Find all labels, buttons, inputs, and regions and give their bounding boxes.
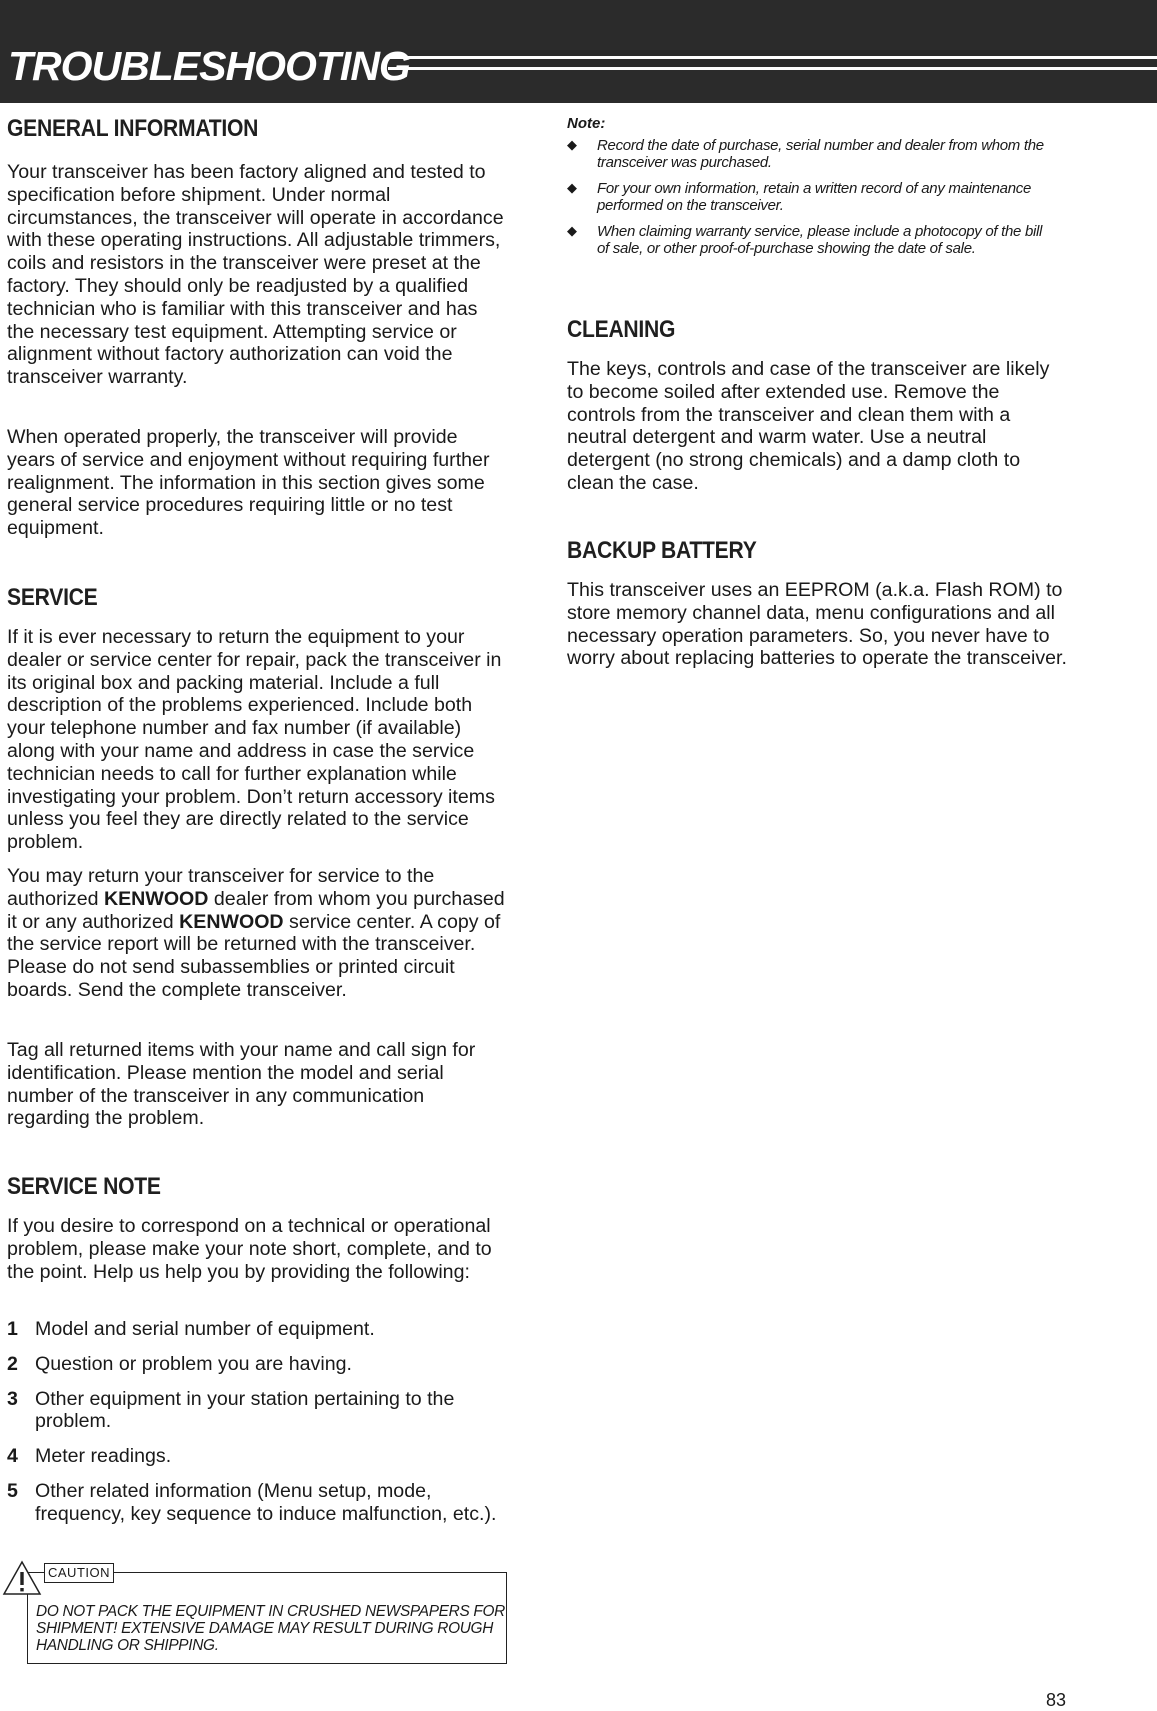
- service-note-intro: If you desire to correspond on a technical or operational problem, please make your note short, complete, and to the point. Help us help you by providing the following:: [7, 1215, 492, 1283]
- list-item-text: Meter readings.: [35, 1445, 172, 1468]
- header-rule: [388, 56, 1157, 70]
- list-item-text: Other equipment in your station pertaining to the problem.: [35, 1387, 455, 1433]
- brand-name: KENWOOD: [103, 887, 209, 910]
- cleaning-heading: CLEANING: [567, 316, 676, 343]
- note-label: Note:: [567, 115, 606, 132]
- list-item-number: 5: [7, 1479, 18, 1502]
- note-item: [567, 137, 1057, 171]
- note-list: [567, 137, 1057, 266]
- backup-battery-paragraph: This transceiver uses an EEPROM (a.k.a. Flash ROM) to store memory channel data, menu configurations and all necessary operation parameters. So, you never have to worry about replacing batteries to operate the transceiver.: [567, 579, 1067, 670]
- diamond-bullet-icon: ◆: [567, 180, 577, 195]
- diamond-bullet-icon: ◆: [567, 137, 577, 152]
- note-item-text: When claiming warranty service, please include a photocopy of the bill of sale, or other proof-of-purchase showing the date of sale.: [597, 223, 1043, 257]
- note-item-text: Record the date of purchase, serial number and dealer from whom the transceiver was purchased.: [597, 137, 1044, 171]
- service-note-list: [7, 1318, 507, 1538]
- service-paragraph-3: Tag all returned items with your name and call sign for identification. Please mention the model and serial number of the transceiver in any communication regarding the problem.: [7, 1039, 476, 1130]
- caution-label: CAUTION: [44, 1563, 114, 1583]
- general-information-heading: GENERAL INFORMATION: [7, 115, 259, 142]
- general-paragraph-2: When operated properly, the transceiver will provide years of service and enjoyment without requiring further realignment. The information in this section gives some general service procedures requiring little or no test equipment.: [7, 426, 490, 540]
- service-p2-a: You may return your transceiver for service to the authorized: [7, 865, 435, 910]
- list-item-number: 3: [7, 1387, 18, 1410]
- warning-triangle-icon: [2, 1560, 42, 1596]
- service-paragraph-1: If it is ever necessary to return the equipment to your dealer or service center for repair, pack the transceiver in its original box and packing material. Include a full description of the problems experienced. Include both your telephone number and fax number (if available) along with your name and address in case the service technician needs to call for further explanation while investigating your problem. Don’t return accessory items unless you feel they are directly related to the service problem.: [7, 626, 502, 854]
- list-item-text: Model and serial number of equipment.: [35, 1318, 375, 1340]
- diamond-bullet-icon: ◆: [567, 223, 577, 238]
- brand-name: KENWOOD: [179, 910, 284, 933]
- service-p2-c: service center. A copy of the service report will be returned with the transceiver. Please do not send subassemblies or printed circuit boards. Send the complete transceiver.: [7, 910, 501, 1001]
- caution-text: DO NOT PACK THE EQUIPMENT IN CRUSHED NEWSPAPERS FOR SHIPMENT! EXTENSIVE DAMAGE MAY RESULT DURING ROUGH HANDLING OR SHIPPING.: [36, 1603, 505, 1654]
- list-item: [7, 1480, 507, 1526]
- list-item: [7, 1353, 507, 1376]
- list-item-text: Question or problem you are having.: [35, 1352, 352, 1375]
- page-number: 83: [1046, 1690, 1067, 1710]
- service-heading: SERVICE: [7, 584, 98, 611]
- list-item-number: 1: [7, 1318, 18, 1340]
- list-item-text: Other related information (Menu setup, mode, frequency, key sequence to induce malfunction, etc.).: [35, 1479, 497, 1525]
- page-title: TROUBLESHOOTING: [8, 43, 410, 89]
- service-paragraph-2: [7, 865, 507, 1002]
- list-item-number: 2: [7, 1352, 18, 1375]
- cleaning-paragraph: The keys, controls and case of the transceiver are likely to become soiled after extended use. Remove the controls from the transceiver and clean them with a neutral detergent and warm water. Use a neutral detergent (no strong chemicals) and a damp cloth to clean the case.: [567, 358, 1050, 494]
- list-item-number: 4: [7, 1445, 18, 1468]
- note-item-text: For your own information, retain a written record of any maintenance performed on the transceiver.: [597, 180, 1031, 214]
- note-item: [567, 180, 1057, 214]
- general-paragraph-1: Your transceiver has been factory aligned and tested to specification before shipment. Under normal circumstances, the transceiver will operate in accordance with these operating instructions. All adjustable trimmers, coils and resistors in the transceiver were preset at the factory. They should only be readjusted by a qualified technician who is familiar with this transceiver and has the necessary test equipment. Attempting service or alignment without factory authorization can void the transceiver warranty.: [7, 161, 504, 389]
- list-item: [7, 1318, 507, 1341]
- service-note-heading: SERVICE NOTE: [7, 1173, 161, 1200]
- list-item: [7, 1388, 507, 1434]
- list-item: [7, 1445, 507, 1468]
- page-header: [0, 0, 1157, 103]
- note-item: [567, 223, 1057, 257]
- backup-battery-heading: BACKUP BATTERY: [567, 537, 757, 564]
- service-p2-b: dealer from whom you purchased it or any authorized: [7, 887, 505, 933]
